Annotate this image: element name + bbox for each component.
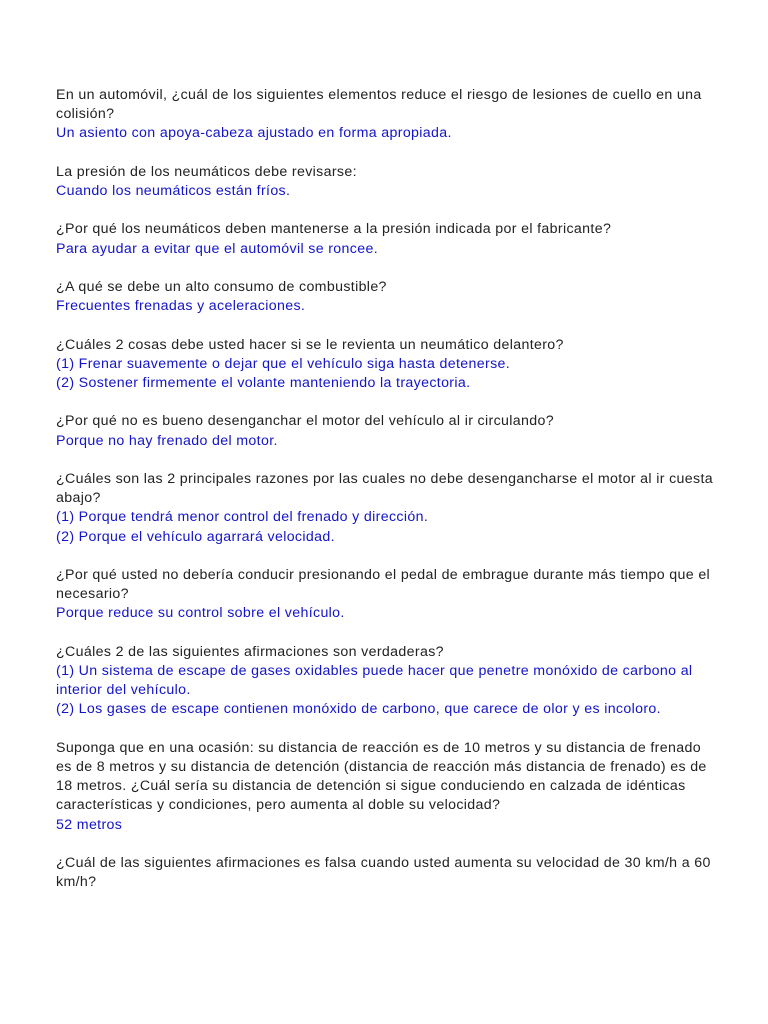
qa-item-7 <box>56 470 716 547</box>
question-text: ¿Cuál de las siguientes afirmaciones es falsa cuando usted aumenta su velocidad de 30 km/h a 60 km/h? <box>56 854 711 891</box>
qa-item-9 <box>56 643 716 720</box>
qa-item-4 <box>56 278 716 316</box>
question-text: ¿Cuáles 2 de las siguientes afirmaciones son verdaderas? <box>56 643 444 660</box>
answer-text: 52 metros <box>56 816 123 833</box>
question-text: ¿Por qué los neumáticos deben mantenerse a la presión indicada por el fabricante? <box>56 221 612 238</box>
document-page <box>56 86 716 912</box>
answer-text: Para ayudar a evitar que el automóvil se roncee. <box>56 240 379 257</box>
question-text: ¿A qué se debe un alto consumo de combustible? <box>56 278 387 295</box>
qa-item-2 <box>56 163 716 201</box>
qa-item-6 <box>56 412 716 450</box>
question-text: Suponga que en una ocasión: su distancia de reacción es de 10 metros y su distancia de frenado es de 8 metros y su distancia de detención (distancia de reacción más distancia de frenado) es de 18 metros. ¿Cuál sería su distancia de detención si sigue conduciendo en calzada de idénticas características y condiciones, pero aumenta al doble su velocidad? <box>56 739 707 814</box>
answer-text: Porque reduce su control sobre el vehículo. <box>56 605 345 622</box>
answer-text: (1) Frenar suavemente o dejar que el vehículo siga hasta detenerse. <box>56 355 511 372</box>
qa-item-1 <box>56 86 716 144</box>
question-text: En un automóvil, ¿cuál de los siguientes elementos reduce el riesgo de lesiones de cuello en una colisión? <box>56 87 702 123</box>
question-text: ¿Por qué no es bueno desenganchar el motor del vehículo al ir circulando? <box>56 413 554 430</box>
answer-text: (1) Un sistema de escape de gases oxidables puede hacer que penetre monóxido de carbono al interior del vehículo. <box>56 662 693 699</box>
question-text: ¿Por qué usted no debería conducir presionando el pedal de embrague durante más tiempo que el necesario? <box>56 566 711 603</box>
answer-text: (1) Porque tendrá menor control del frenado y dirección. <box>56 509 429 526</box>
answer-text: (2) Porque el vehículo agarrará velocidad. <box>56 528 335 545</box>
answer-text: Un asiento con apoya-cabeza ajustado en forma apropiada. <box>56 125 452 142</box>
question-text: ¿Cuáles 2 cosas debe usted hacer si se le revienta un neumático delantero? <box>56 336 564 353</box>
qa-item-11 <box>56 854 716 892</box>
qa-item-10 <box>56 739 716 835</box>
answer-text: (2) Sostener firmemente el volante manteniendo la trayectoria. <box>56 374 471 391</box>
answer-text: Porque no hay frenado del motor. <box>56 432 278 449</box>
answer-text: Frecuentes frenadas y aceleraciones. <box>56 298 306 315</box>
answer-text: (2) Los gases de escape contienen monóxido de carbono, que carece de olor y es incoloro. <box>56 701 661 718</box>
question-text: ¿Cuáles son las 2 principales razones por las cuales no debe desengancharse el motor al ir cuesta abajo? <box>56 470 713 507</box>
qa-item-5 <box>56 336 716 394</box>
qa-item-8 <box>56 566 716 624</box>
answer-text: Cuando los neumáticos están fríos. <box>56 183 291 199</box>
qa-item-3 <box>56 220 716 258</box>
question-text: La presión de los neumáticos debe revisarse: <box>56 163 357 180</box>
